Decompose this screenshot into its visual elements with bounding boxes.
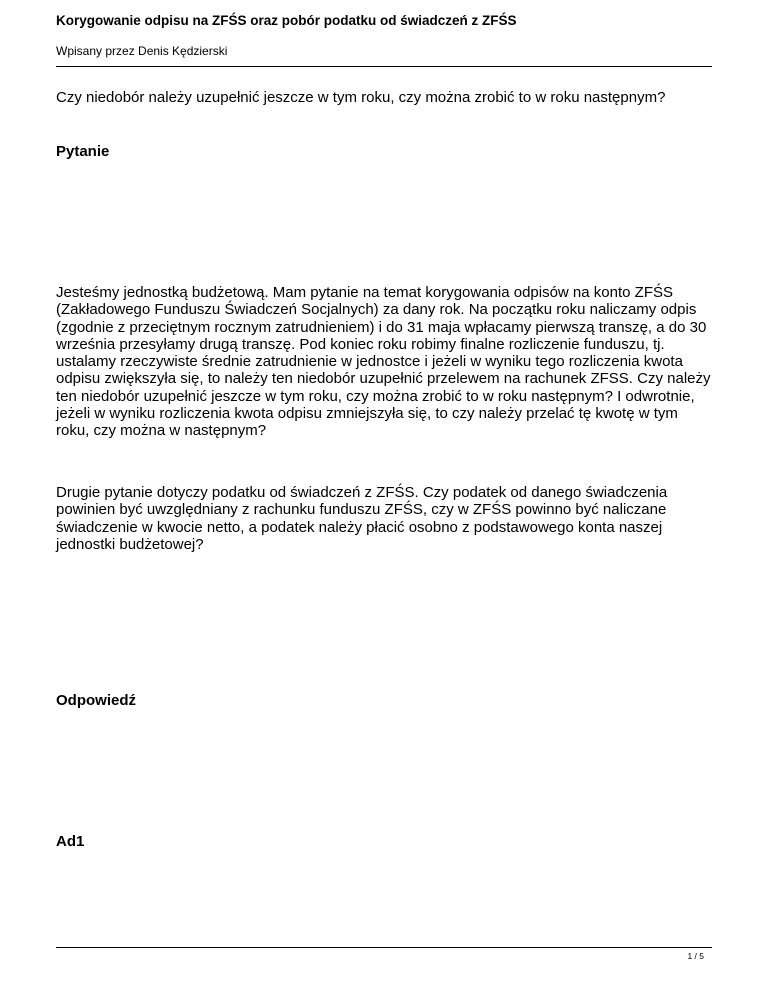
document-title: Korygowanie odpisu na ZFŚS oraz pobór podatku od świadczeń z ZFŚS bbox=[56, 13, 517, 28]
page-number: 1 / 5 bbox=[687, 951, 704, 961]
author-line: Wpisany przez Denis Kędzierski bbox=[56, 44, 228, 58]
question-paragraph-2: Drugie pytanie dotyczy podatku od świadczeń z ZFŚS. Czy podatek od danego świadczenia powinien być uwzględniany z rachunku funduszu ZFŚS, czy w ZFŚS powinno być naliczane świadczenie w kwocie netto, a podatek należy płacić osobno z podstawowego konta naszej jednostki budżetowej? bbox=[56, 484, 668, 553]
intro-question: Czy niedobór należy uzupełnić jeszcze w tym roku, czy można zrobić to w roku następnym? bbox=[56, 89, 666, 106]
page-header bbox=[56, 0, 712, 67]
question-paragraph-1: Jesteśmy jednostką budżetową. Mam pytanie na temat korygowania odpisów na konto ZFŚS (Zakładowego Funduszu Świadczeń Socjalnych) za dany rok. Na początku roku naliczamy odpis (zgodnie z przeciętnym rocznym zatrudnieniem) i do 31 maja wpłacamy pierwszą transzę, a do 30 września przesyłamy drugą transzę. Pod koniec roku robimy finalne rozliczenie funduszu, tj. ustalamy rzeczywiste średnie zatrudnienie w jednostce i jeżeli w wyniku tego rozliczenia kwota odpisu zwiększyła się, to należy ten niedobór uzupełnić przelewem na rachunek ZFSS. Czy należy ten niedobór uzupełnić jeszcze w tym roku, czy można zrobić to w roku następnym? I odwrotnie, jeżeli w wyniku rozliczenia kwota odpisu zmniejszyła się, to czy należy przelać tę kwotę w tym roku, czy można w następnym? bbox=[56, 284, 711, 440]
page-footer bbox=[56, 947, 712, 961]
section-heading-ad1: Ad1 bbox=[56, 833, 85, 850]
answer-heading: Odpowiedź bbox=[56, 692, 136, 709]
question-heading: Pytanie bbox=[56, 143, 110, 160]
